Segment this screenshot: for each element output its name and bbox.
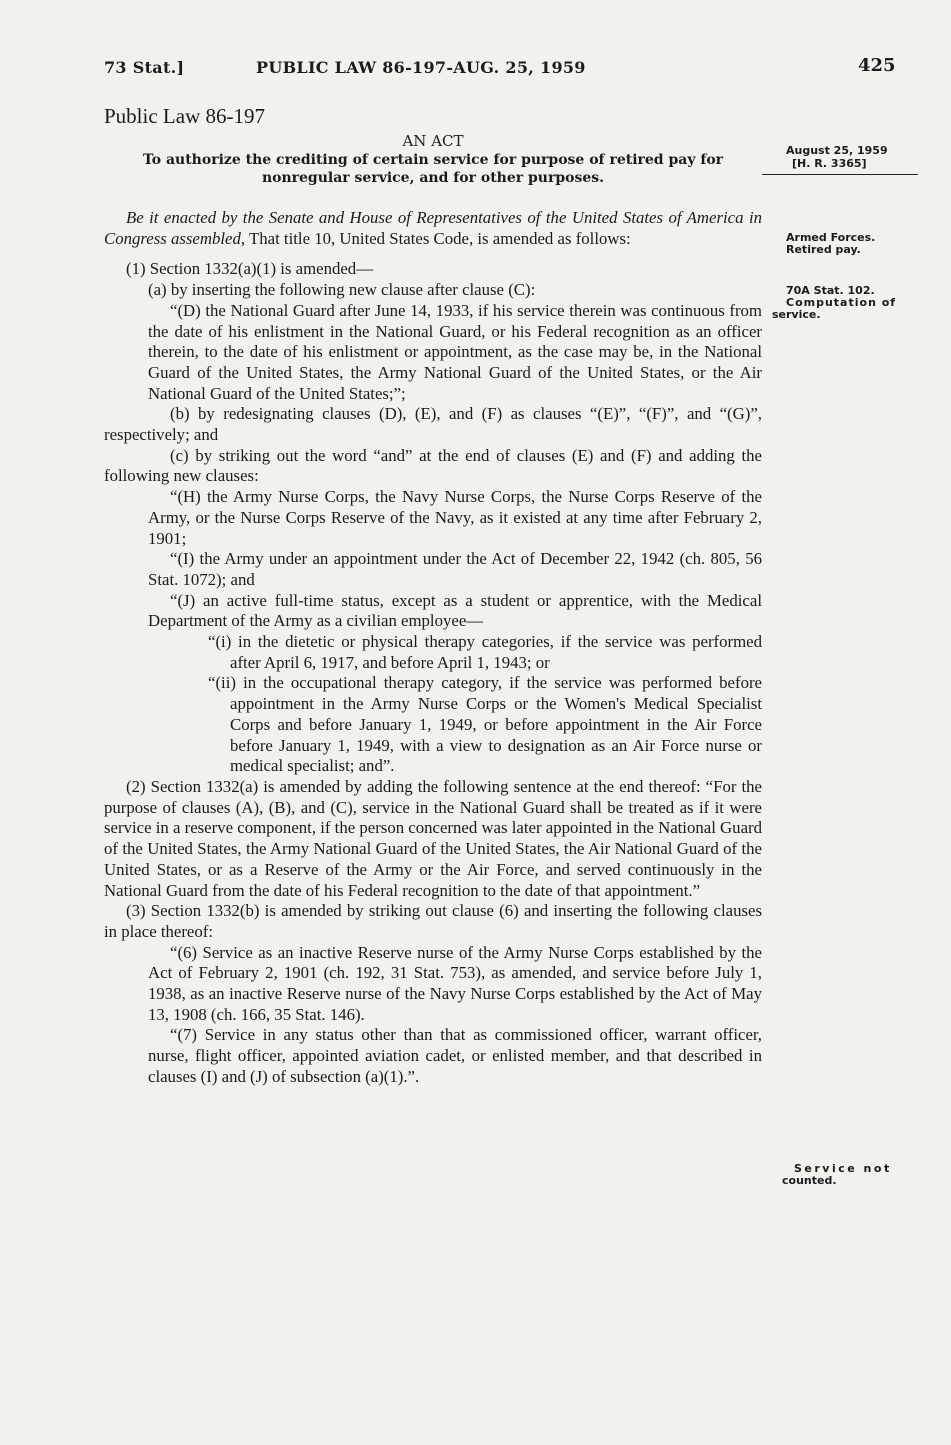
margin-note-line: Service not (794, 1162, 892, 1175)
running-header-volume: 73 Stat.] (104, 58, 185, 77)
law-title: Public Law 86-197 (104, 104, 265, 128)
paragraph: (c) by striking out the word “and” at the end of clauses (E) and (F) and adding the following new clauses: (104, 445, 762, 486)
paragraph: (3) Section 1332(b) is amended by striking out clause (6) and inserting the following clauses in place thereof: (104, 901, 762, 941)
margin-note-line: 70A Stat. 102. (786, 284, 875, 297)
paragraph: “(7) Service in any status other than that as commissioned officer, warrant officer, nurse, flight officer, appointed aviation cadet, or enlisted member, and that described in clauses (I) and (J) of subsection (a)(1).”. (148, 1025, 762, 1086)
margin-note-computation (772, 284, 897, 321)
margin-note-line: service. (772, 308, 821, 321)
paragraph: “(H) the Army Nurse Corps, the Navy Nurse Corps, the Nurse Corps Reserve of the Army, or the Nurse Corps Reserve of the Navy, as it existed at any time after February 2, 1901; (148, 487, 762, 548)
paragraph: (a) by inserting the following new clause after clause (C): (148, 280, 536, 300)
act-purpose (104, 151, 762, 187)
purpose-line: To authorize the crediting of certain service for purpose of retired pay for (142, 152, 724, 168)
page-number: 425 (858, 55, 896, 76)
an-act-heading: AN ACT (402, 132, 464, 150)
paragraph: “(J) an active full-time status, except as a student or apprentice, with the Medical Department of the Army as a civilian employee— (148, 590, 762, 631)
margin-date (786, 144, 888, 170)
margin-note-service-not-counted (782, 1162, 892, 1187)
enactment-date: August 25, 1959 (786, 144, 888, 157)
purpose-line: nonregular service, and for other purposes. (261, 170, 605, 186)
act-body (104, 208, 762, 1088)
margin-note-line: Retired pay. (786, 243, 861, 256)
paragraph: (1) Section 1332(a)(1) is amended— (126, 259, 373, 279)
margin-note-line: counted. (782, 1174, 837, 1187)
paragraph: (b) by redesignating clauses (D), (E), and (F) as clauses “(E)”, “(F)”, and “(G)”, respectively; and (104, 404, 762, 445)
enacting-clause-italic: Be it enacted by the Senate and House of Representatives of the United States of America in Congress assembled, (104, 208, 762, 248)
paragraph: “(I) the Army under an appointment under the Act of December 22, 1942 (ch. 805, 56 Stat. 1072); and (148, 549, 762, 589)
margin-note-line: Computation of (786, 296, 897, 309)
paragraph: (2) Section 1332(a) is amended by adding the following sentence at the end thereof: “For the purpose of clauses (A), (B), and (C), service in the National Guard shall be treated as if it were service in a reserve component, if the person concerned was later appointed in the National Guard of the United States, the Army National Guard of the United States, the Air National Guard of the United States, or as a Reserve of the Army or the Air Force, and served continuously in the National Guard from the date of his Federal recognition to the date of that appointment.” (104, 776, 762, 900)
paragraph: “(6) Service as an inactive Reserve nurse of the Army Nurse Corps established by the Act of February 2, 1901 (ch. 192, 31 Stat. 753), as amended, and service before July 1, 1938, as an inactive Reserve nurse of the Navy Nurse Corps established by the Act of May 13, 1908 (ch. 166, 35 Stat. 146). (148, 942, 762, 1024)
bill-number: [H. R. 3365] (792, 157, 867, 170)
paragraph: “(ii) in the occupational therapy category, if the service was performed before appointment in the Army Nurse Corps or the Women's Medical Specialist Corps and before January 1, 1949, or before appointment in the Air Force before January 1, 1949, with a view to designation as an Air Force nurse or medical specialist; and”. (208, 673, 762, 776)
margin-note-armed-forces (786, 232, 875, 256)
margin-rule (762, 174, 918, 175)
paragraph: “(i) in the dietetic or physical therapy categories, if the service was performed after April 6, 1917, and before April 1, 1943; or (208, 632, 762, 672)
paragraph: “(D) the National Guard after June 14, 1933, if his service therein was continuous from the date of his enlistment in the National Guard, or his Federal recognition as an officer therein, to the date of his enlistment or appointment, as the case may be, in the National Guard of the United States, the Army National Guard of the United States, or the Air National Guard of the United States;”; (148, 300, 762, 403)
enacting-clause (104, 208, 762, 249)
enacting-clause-rest: That title 10, United States Code, is amended as follows: (245, 228, 631, 248)
running-header-title: PUBLIC LAW 86-197-AUG. 25, 1959 (256, 58, 586, 77)
margin-note-line: Armed Forces. (786, 231, 876, 244)
